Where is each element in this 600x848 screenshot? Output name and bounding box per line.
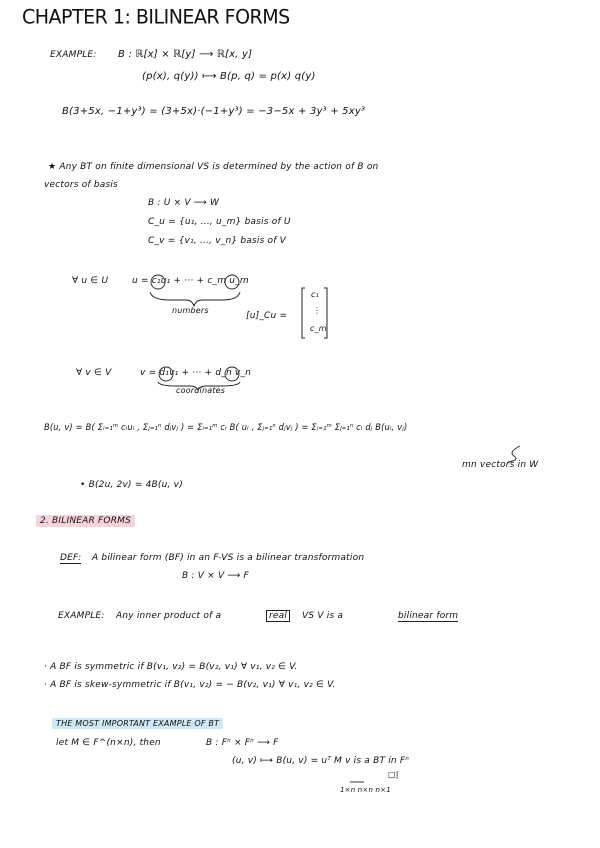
forall-v: ∀ v ∈ V (76, 368, 112, 378)
section-heading: 2. BILINEAR FORMS (36, 515, 135, 527)
v-brace (158, 382, 240, 390)
basis-u: C_u = {u₁, ..., u_m} basis of U (148, 217, 291, 227)
result-symbol: □| (388, 770, 399, 779)
mn-vectors-annotation: mn vectors in W (462, 460, 539, 470)
v-expansion: v = d₁v₁ + ··· + d_n v_n (140, 368, 252, 378)
example-map: B : ℝ[x] × ℝ[y] ⟶ ℝ[x, y] (118, 49, 253, 60)
important-example-heading: THE MOST IMPORTANT EXAMPLE OF BT (52, 718, 223, 729)
bilinear-expansion-formula: B(u, v) = B( Σᵢ₌₁ᵐ cᵢuᵢ , Σⱼ₌₁ⁿ dⱼvⱼ ) = Σᵢ₌₁ᵐ cᵢ B( uᵢ , Σⱼ₌₁ⁿ dⱼvⱼ ) = Σᵢ₌₁ᵐ Σⱼ₌₁ⁿ cᵢ dⱼ B(uᵢ, vⱼ) (44, 423, 408, 433)
vector-entry: ⋮ (313, 306, 322, 315)
basis-note-line1: ★ Any BT on finite dimensional VS is determined by the action of B on (48, 162, 379, 172)
coefficient-circle (151, 275, 165, 289)
vector-right-bracket (324, 288, 327, 338)
important-map: B : Fⁿ × Fⁿ ⟶ F (206, 738, 279, 748)
vector-entry: c₁ (311, 290, 320, 299)
annotation-arrow (508, 446, 520, 462)
page-title: CHAPTER 1: BILINEAR FORMS (22, 5, 290, 29)
example2-text-mid: VS V is a (302, 611, 344, 621)
real-boxed: real (266, 610, 290, 622)
dimension-annotation: 1×n n×n n×1 (340, 786, 391, 794)
scalar-property: • B(2u, 2v) = 4B(u, v) (80, 480, 183, 490)
important-let: let M ∈ F^(n×n), then (56, 738, 161, 748)
important-rule: (u, v) ⟼ B(u, v) = uᵀ M v is a BT in Fⁿ (232, 756, 410, 766)
coefficient-circle (225, 275, 239, 289)
basis-note-line2: vectors of basis (44, 180, 118, 190)
forall-u: ∀ u ∈ U (72, 276, 109, 286)
symmetric-definition: · A BF is symmetric if B(v₁, v₂) = B(v₂, v₁) ∀ v₁, v₂ ∈ V. (44, 662, 298, 672)
basis-map: B : U × V ⟶ W (148, 198, 220, 208)
definition-text: A bilinear form (BF) in an F-VS is a bilinear transformation (92, 553, 365, 563)
example-label: EXAMPLE: (50, 50, 97, 60)
basis-v: C_v = {v₁, ..., v_n} basis of V (148, 236, 287, 246)
u-expansion: u = c₁u₁ + ··· + c_m u_m (132, 276, 249, 286)
numbers-annotation: numbers (172, 306, 209, 315)
coefficient-circle (159, 367, 173, 381)
example2-text-start: Any inner product of a (116, 611, 222, 621)
definition-map: B : V × V ⟶ F (182, 571, 249, 581)
example-evaluation: B(3+5x, −1+y³) = (3+5x)·(−1+y³) = −3−5x + 3y³ + 5xy³ (62, 106, 366, 117)
example-rule: (p(x), q(y)) ⟼ B(p, q) = p(x) q(y) (142, 71, 316, 82)
bilinear-form-underlined: bilinear form (398, 611, 459, 621)
coordinates-annotation: coordinates (176, 386, 226, 395)
coefficient-circle (225, 367, 239, 381)
u-brace (150, 292, 240, 306)
skew-symmetric-definition: · A BF is skew-symmetric if B(v₁, v₂) = − B(v₂, v₁) ∀ v₁, v₂ ∈ V. (44, 680, 336, 690)
example2-label: EXAMPLE: (58, 611, 105, 621)
definition-label: DEF: (60, 553, 82, 563)
vector-entry: c_m (310, 324, 327, 333)
vector-left-bracket (302, 288, 305, 338)
coordinate-vector-label: [u]_Cu = (246, 311, 288, 321)
